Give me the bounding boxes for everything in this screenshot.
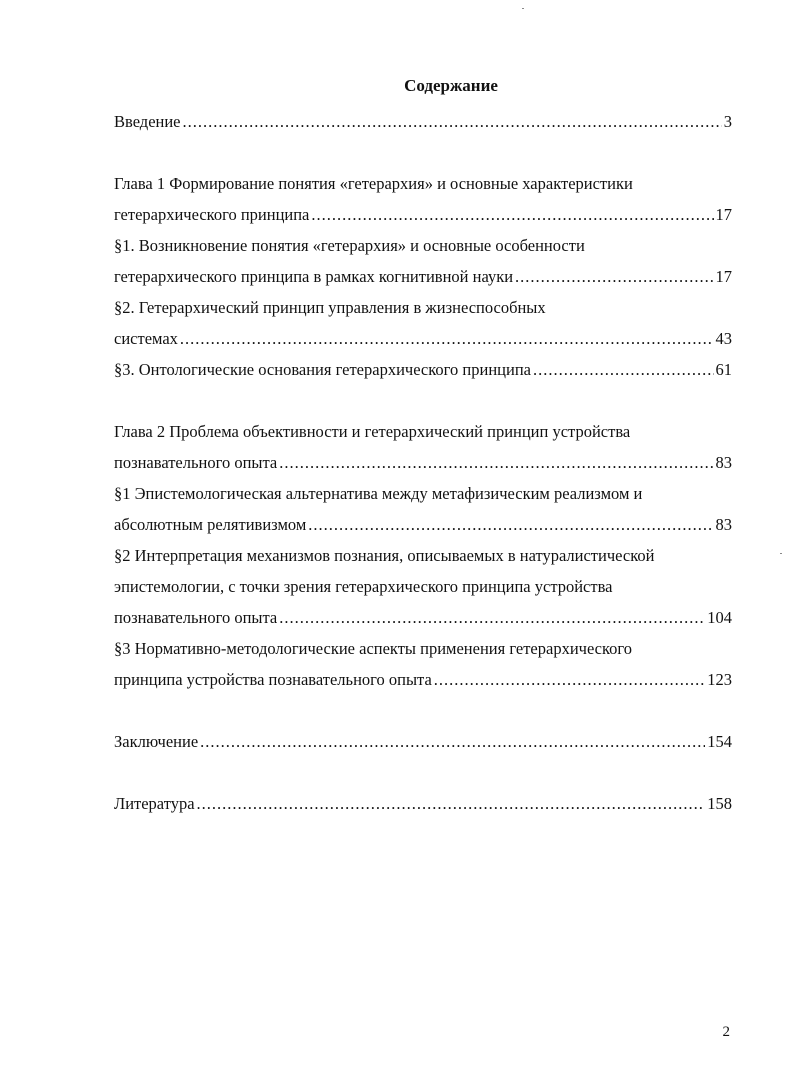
toc-entry-label: познавательного опыта (114, 608, 278, 627)
dot-leader (308, 509, 713, 540)
toc-page-number: 83 (715, 453, 732, 472)
table-of-contents (114, 106, 732, 819)
toc-page-number: 3 (723, 112, 732, 131)
toc-page-number: 83 (715, 515, 732, 534)
toc-entry-label: гетерархического принципа (114, 205, 310, 224)
toc-entry-label: Литература (114, 794, 195, 813)
toc-entry-label: системах (114, 329, 178, 348)
toc-entry-chapter-1 (114, 199, 732, 230)
spacer (114, 757, 732, 788)
toc-entry-chapter-2 (114, 447, 732, 478)
toc-section-2-1-title: §1 Эпистемологическая альтернатива между метафизическим реализмом и (114, 484, 643, 503)
dot-leader (279, 602, 705, 633)
toc-entry-section-1-3 (114, 354, 732, 385)
toc-entry-conclusion (114, 726, 732, 757)
toc-page-number: 43 (715, 329, 732, 348)
toc-page-number: 17 (715, 267, 732, 286)
toc-section-2-3-title: §3 Нормативно-методологические аспекты применения гетерархического (114, 639, 633, 658)
dot-leader (533, 354, 714, 385)
toc-entry-section-1-2 (114, 323, 732, 354)
toc-section-2-2-title: §2 Интерпретация механизмов познания, описываемых в натуралистической (114, 546, 655, 565)
toc-entry-label: познавательного опыта (114, 453, 278, 472)
spacer (114, 137, 732, 168)
dot-leader (200, 726, 705, 757)
toc-entry-label: принципа устройства познавательного опыта (114, 670, 432, 689)
dot-leader (197, 788, 706, 819)
toc-entry-intro (114, 106, 732, 137)
toc-page-number: 61 (715, 360, 732, 379)
toc-entry-label: абсолютным релятивизмом (114, 515, 307, 534)
toc-entry-section-2-3 (114, 664, 732, 695)
toc-page-number: 17 (715, 205, 732, 224)
toc-entry-section-2-1 (114, 509, 732, 540)
spacer (114, 385, 732, 416)
toc-page-number: 154 (707, 732, 732, 751)
dot-leader (279, 447, 713, 478)
toc-entry-section-2-2 (114, 602, 732, 633)
dot-leader (515, 261, 713, 292)
page-number: 2 (722, 1024, 730, 1040)
dot-leader (434, 664, 705, 695)
scan-speck (780, 553, 782, 554)
dot-leader (183, 106, 722, 137)
toc-section-1-1-title: §1. Возникновение понятия «гетерархия» и основные особенности (114, 236, 585, 255)
toc-section-1-2-title: §2. Гетерархический принцип управления в жизнеспособных (114, 298, 546, 317)
toc-page-number: 123 (707, 670, 732, 689)
scan-speck (522, 8, 524, 9)
toc-entry-label: §3. Онтологические основания гетерархического принципа (114, 360, 531, 379)
toc-entry-label: гетерархического принципа в рамках когнитивной науки (114, 267, 514, 286)
toc-entry-label: Введение (114, 112, 181, 131)
toc-entry-label: Заключение (114, 732, 199, 751)
toc-chapter-2-title: Глава 2 Проблема объективности и гетерархический принцип устройства (114, 422, 631, 441)
dot-leader (311, 199, 713, 230)
spacer (114, 695, 732, 726)
dot-leader (180, 323, 714, 354)
toc-entry-section-1-1 (114, 261, 732, 292)
page-title: Содержание (404, 76, 498, 95)
toc-chapter-1-title: Глава 1 Формирование понятия «гетерархия» и основные характеристики (114, 174, 633, 193)
toc-page-number: 158 (707, 794, 732, 813)
toc-page-number: 104 (707, 608, 732, 627)
toc-entry-literature (114, 788, 732, 819)
toc-section-2-2-title-cont: эпистемологии, с точки зрения гетерархического принципа устройства (114, 577, 613, 596)
